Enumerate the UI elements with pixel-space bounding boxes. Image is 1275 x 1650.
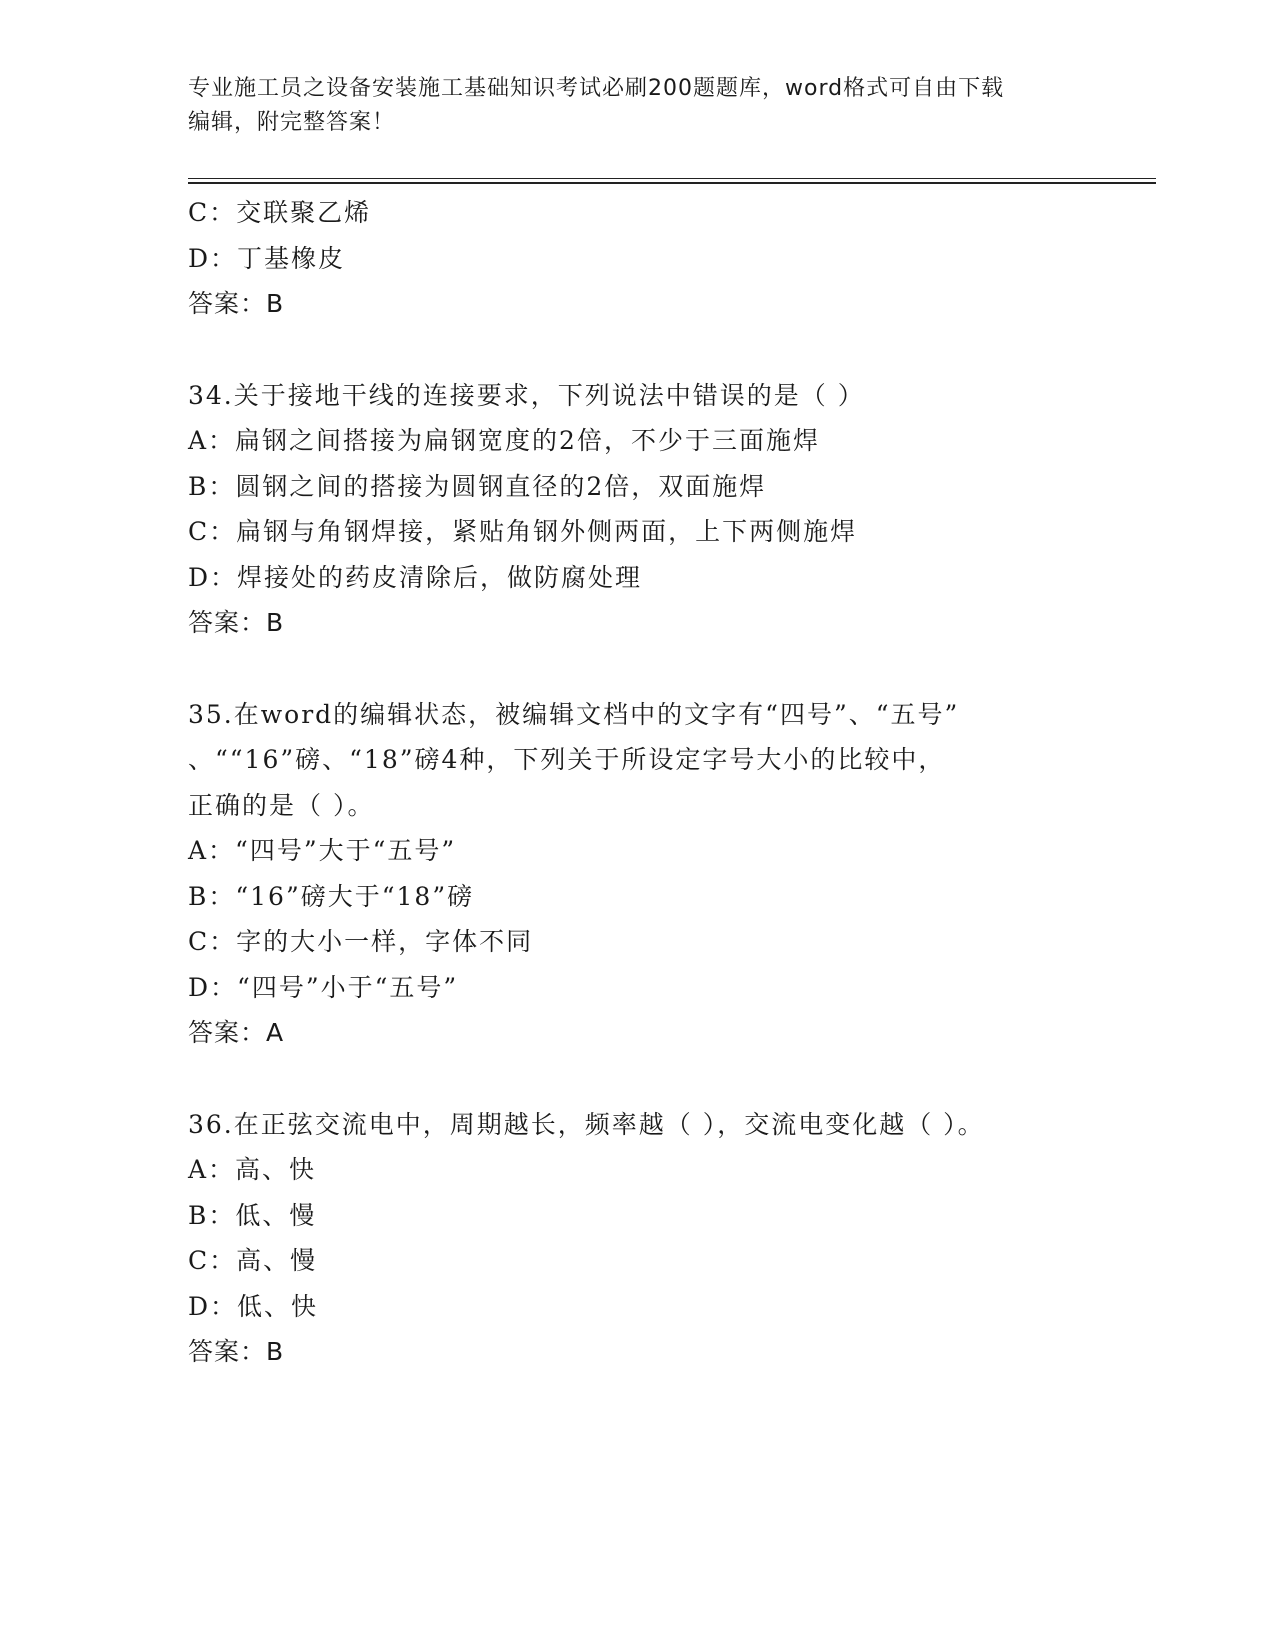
option-c: C：扁钢与角钢焊接，紧贴角钢外侧两面，上下两侧施焊 <box>188 517 858 546</box>
option-b: B：“16”磅大于“18”磅 <box>188 881 475 911</box>
option-c: C：交联聚乙烯 <box>188 198 372 227</box>
question-35 <box>188 692 1156 1056</box>
option-b: B：圆钢之间的搭接为圆钢直径的2倍，双面施焊 <box>188 471 767 501</box>
option-d: D：低、快 <box>188 1291 319 1321</box>
question-stem-line-3: 正确的是（ ）。 <box>188 790 375 820</box>
answer-line: 答案：A <box>188 1018 285 1047</box>
question-34 <box>188 373 1156 646</box>
spacer <box>188 1056 1156 1102</box>
header-title-line-2: 编辑，附完整答案！ <box>188 110 396 135</box>
option-a: A：“四号”大于“五号” <box>188 836 457 865</box>
question-stem-line-2: 、““16”磅、“18”磅4种，下列关于所设定字号大小的比较中， <box>188 745 946 774</box>
question-stem-line-1: 35.在word的编辑状态，被编辑文档中的文字有“四号”、“五号” <box>188 699 960 729</box>
question-stem: 34.关于接地干线的连接要求，下列说法中错误的是（ ） <box>188 380 865 410</box>
spacer <box>188 646 1156 692</box>
question-list <box>188 190 1156 1375</box>
question-36 <box>188 1102 1156 1375</box>
question-stem: 36.在正弦交流电中，周期越长，频率越（ ），交流电变化越（ ）。 <box>188 1109 985 1139</box>
option-a: A：扁钢之间搭接为扁钢宽度的2倍，不少于三面施焊 <box>188 426 820 455</box>
answer-line: 答案：B <box>188 1337 285 1366</box>
header-title-line-1: 专业施工员之设备安装施工基础知识考试必刷200题题库，word格式可自由下载 <box>188 76 1005 101</box>
header-divider-thick <box>188 182 1156 184</box>
question-33 <box>188 190 1156 327</box>
header-divider-thin <box>188 178 1156 179</box>
option-b: B：低、慢 <box>188 1200 317 1230</box>
option-a: A：高、快 <box>188 1155 317 1184</box>
option-d: D：焊接处的药皮清除后，做防腐处理 <box>188 562 643 592</box>
option-c: C：字的大小一样，字体不同 <box>188 927 534 956</box>
page-header <box>188 72 1068 140</box>
spacer <box>188 327 1156 373</box>
option-c: C：高、慢 <box>188 1246 318 1275</box>
option-d: D：“四号”小于“五号” <box>188 972 459 1002</box>
answer-line: 答案：B <box>188 289 285 318</box>
answer-line: 答案：B <box>188 608 285 637</box>
option-d: D：丁基橡皮 <box>188 243 346 273</box>
